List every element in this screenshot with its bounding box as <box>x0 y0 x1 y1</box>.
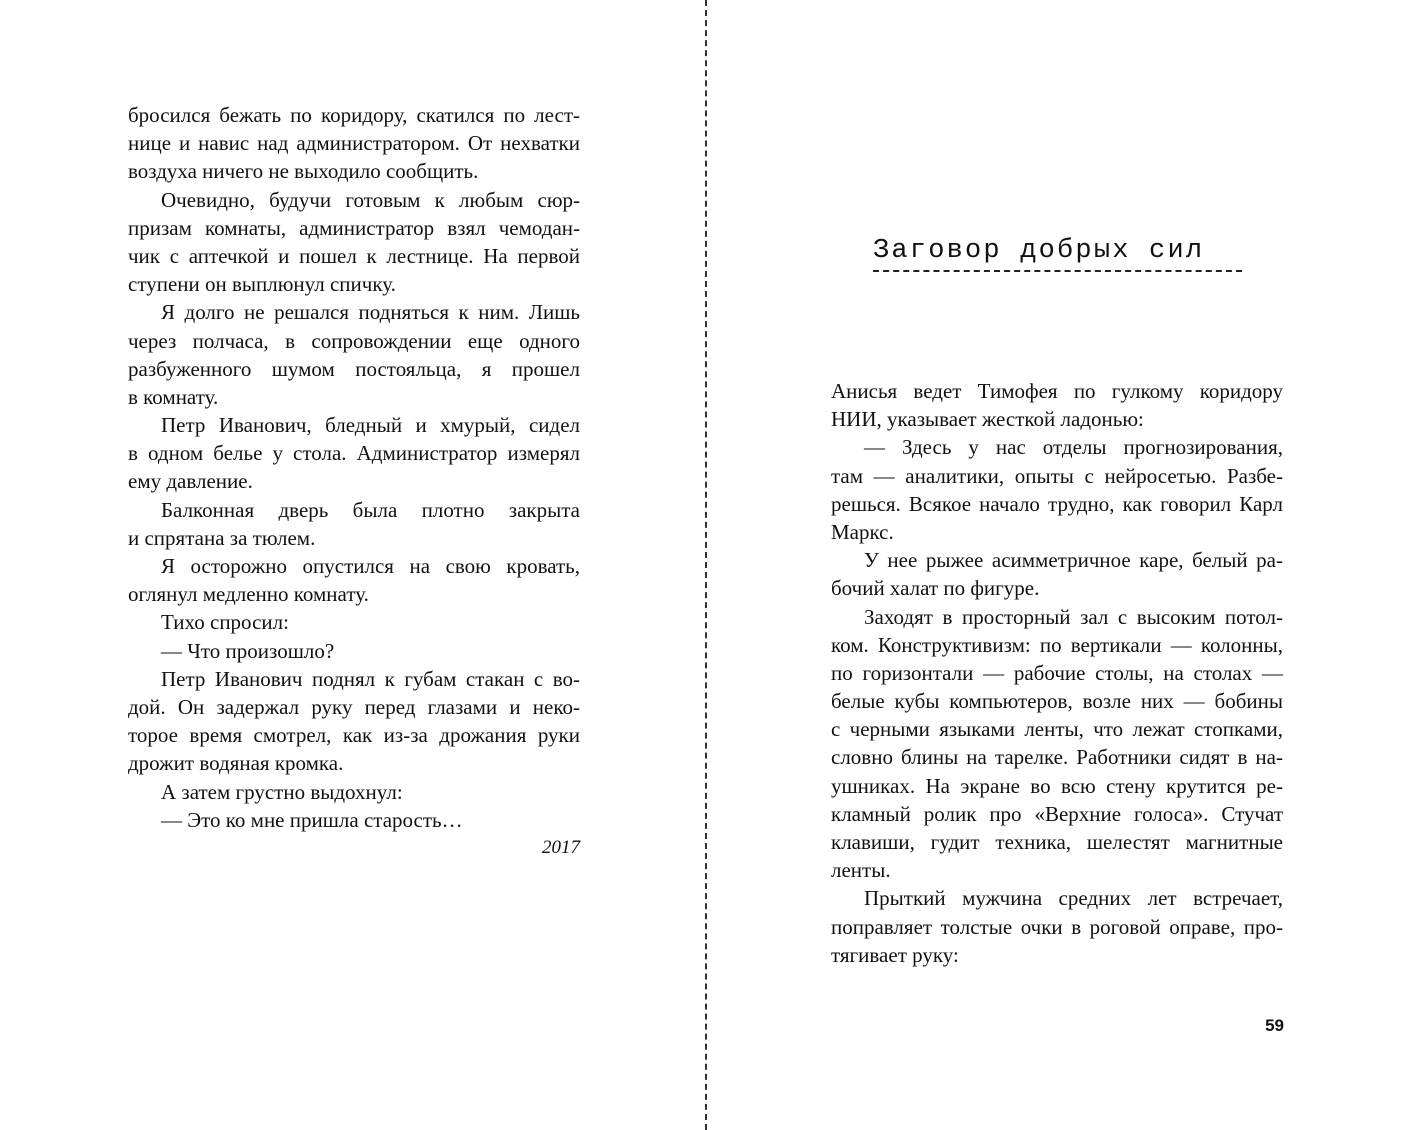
text-line: разбуженного шумом постояльца, я прошел <box>128 356 580 381</box>
text-line: по горизонтали — рабочие столы, на столах — <box>831 660 1283 685</box>
chapter-title-underline <box>873 270 1242 272</box>
text-line: клавиши, гудит техника, шелестят магнитные <box>831 830 1283 854</box>
text-line: нице и навис над администратором. От нехватки <box>128 131 580 156</box>
text-line: и спрятана за тюлем. <box>128 525 316 550</box>
text-line: НИИ, указывает жесткой ладонью: <box>831 407 1144 432</box>
text-line: А затем грустно выдохнул: <box>161 779 403 804</box>
left-page-text <box>128 101 580 862</box>
text-line: тягивает руку: <box>831 942 959 967</box>
text-line: Маркс. <box>831 519 894 544</box>
text-line: чик с аптечкой и пошел к лестнице. На первой <box>128 243 580 268</box>
chapter-title: Заговор добрых сил <box>873 236 1205 266</box>
text-line: У нее рыжее асимметричное каре, белый ра- <box>864 548 1283 573</box>
text-line: оглянул медленно комнату. <box>128 582 369 607</box>
text-line: Я осторожно опустился на свою кровать, <box>161 554 580 578</box>
page-number: 59 <box>1265 1016 1284 1035</box>
text-line: ступени он выплюнул спичку. <box>128 272 396 297</box>
text-line: в одном белье у стола. Администратор измерял <box>128 441 580 466</box>
text-line: Балконная дверь была плотно закрыта <box>161 497 580 522</box>
text-line: там — аналитики, опыты с нейросетью. Разбе- <box>831 463 1283 488</box>
text-line: воздуха ничего не выходило сообщить. <box>128 159 479 184</box>
text-line: в комнату. <box>128 384 219 409</box>
right-page-text <box>831 377 1283 969</box>
text-line: торое время смотрел, как из-за дрожания руки <box>128 723 580 748</box>
page-divider <box>705 0 707 1130</box>
text-line: Заходят в просторный зал с высоким потол- <box>864 604 1283 629</box>
text-line: дой. Он задержал руку перед глазами и неко- <box>128 694 580 719</box>
text-line: ему давление. <box>128 469 253 494</box>
text-line: ком. Конструктивизм: по вертикали — колонны, <box>831 632 1283 657</box>
text-line: ушниках. На экране во всю стену крутится ре- <box>831 773 1283 798</box>
text-line: Петр Иванович, бледный и хмурый, сидел <box>161 413 580 438</box>
text-line: Анисья ведет Тимофея по гулкому коридору <box>831 379 1283 403</box>
text-line: с черными языками ленты, что лежат стопками, <box>831 717 1283 742</box>
text-line: — Что произошло? <box>161 638 335 663</box>
text-line: словно блины на тарелке. Работники сидят в на- <box>831 745 1283 770</box>
text-line: белые кубы компьютеров, возле них — бобины <box>831 689 1283 714</box>
text-line: через полчаса, в сопровождении еще одного <box>128 328 580 353</box>
text-line: дрожит водяная кромка. <box>128 751 344 776</box>
text-line: кламный ролик про «Верхние голоса». Стучат <box>831 801 1283 826</box>
text-line: Я долго не решался подняться к ним. Лишь <box>161 300 580 325</box>
text-line: — Это ко мне пришла старость… <box>161 807 463 832</box>
text-line: призам комнаты, администратор взял чемодан- <box>128 215 580 240</box>
year-signature: 2017 <box>542 836 580 858</box>
text-line: Прыткий мужчина средних лет встречает, <box>864 886 1283 911</box>
text-line: бочий халат по фигуре. <box>831 576 1040 601</box>
text-line: поправляет толстые очки в роговой оправе, про- <box>831 914 1283 939</box>
text-line: решься. Всякое начало трудно, как говорил Карл <box>831 491 1283 516</box>
text-line: Тихо спросил: <box>161 610 289 635</box>
text-line: бросился бежать по коридору, скатился по лест- <box>128 103 580 127</box>
text-line: ленты. <box>831 858 891 883</box>
text-line: Очевидно, будучи готовым к любым сюр- <box>161 187 580 212</box>
text-line: — Здесь у нас отделы прогнозирования, <box>864 435 1283 460</box>
text-line: Петр Иванович поднял к губам стакан с во- <box>161 666 580 691</box>
